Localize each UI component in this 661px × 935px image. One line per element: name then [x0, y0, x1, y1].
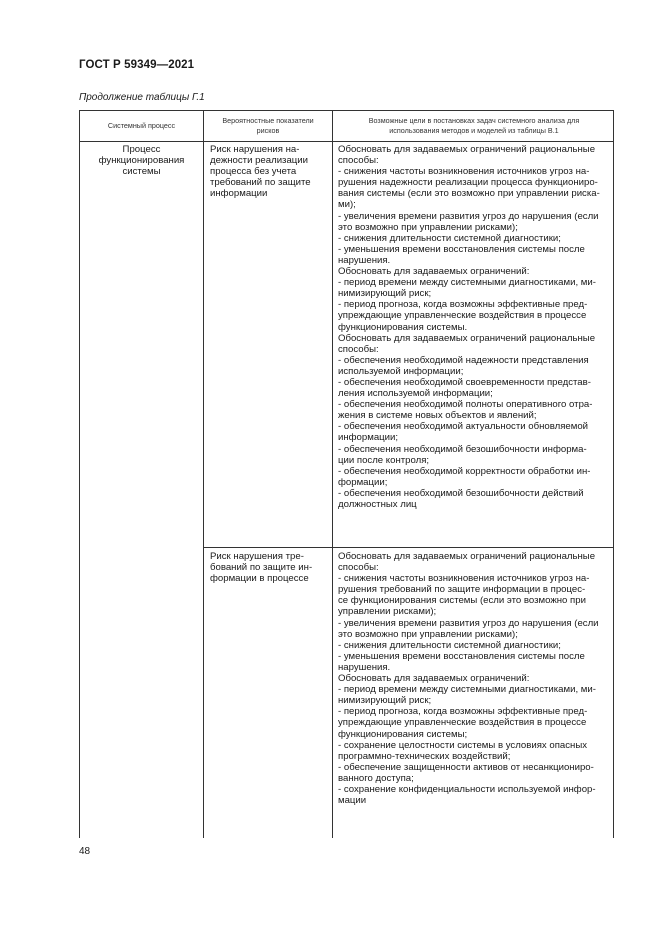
risk-line: требований по защите — [210, 177, 311, 189]
goal-line: способы: — [338, 155, 379, 167]
goal-line: формации; — [338, 476, 388, 488]
goal-line: - увеличения времени развития угроз до нарушения (если — [338, 617, 599, 629]
column-divider-2 — [332, 110, 333, 838]
risk-line: дежности реализации — [210, 155, 309, 167]
goal-line: - обеспечения необходимой надежности представления — [338, 354, 589, 366]
goal-line: - уменьшения времени восстановления системы после — [338, 243, 585, 255]
goal-line: нарушения. — [338, 661, 391, 673]
goal-line: способы: — [338, 562, 379, 574]
goals-cell-1 — [338, 144, 608, 510]
goal-line: - период прогноза, когда возможны эффективные пред- — [338, 706, 588, 718]
goal-line: - период времени между системными диагностиками, ми- — [338, 277, 596, 289]
table-right-border — [613, 110, 614, 838]
goal-line: упреждающие управленческие воздействия в процессе — [338, 717, 587, 729]
goal-line: - снижения частоты возникновения источников угроз на- — [338, 166, 590, 178]
goal-line: жения в системе новых объектов и явлений; — [338, 410, 537, 422]
risk-line: Риск нарушения тре- — [210, 551, 304, 562]
header-risk-indicators — [214, 111, 322, 141]
goal-line: нарушения. — [338, 254, 391, 266]
goal-line: Обосновать для задаваемых ограничений: — [338, 266, 530, 278]
goal-line: - период прогноза, когда возможны эффективные пред- — [338, 299, 588, 311]
goal-line: - снижения длительности системной диагностики; — [338, 639, 561, 651]
risk-cell-2 — [210, 551, 328, 584]
goal-line: программно-технических воздействий; — [338, 750, 511, 762]
goal-line: управлении рисками); — [338, 606, 437, 618]
goal-line: - обеспечения необходимой безошибочности действий — [338, 487, 584, 499]
risk-line: формации в процессе — [210, 573, 309, 585]
goal-line: ления используемой информации; — [338, 388, 493, 400]
table-left-border — [79, 110, 80, 838]
header-bottom-border — [79, 141, 614, 142]
goal-line: упреждающие управленческие воздействия в процессе — [338, 310, 587, 322]
table-caption: Продолжение таблицы Г.1 — [79, 92, 205, 103]
process-line: системы — [122, 166, 161, 178]
goal-line: - обеспечение защищенности активов от несанкциониро- — [338, 761, 594, 773]
goal-line: функционирования системы; — [338, 728, 468, 740]
goal-line: нимизирующий риск; — [338, 695, 432, 707]
process-line: Процесс — [122, 144, 161, 155]
risk-line: процесса без учета — [210, 166, 297, 178]
goal-line: мации — [338, 795, 367, 807]
column-divider-1 — [203, 110, 204, 838]
goal-line: - уменьшения времени восстановления системы после — [338, 650, 585, 662]
goal-line: - обеспечения необходимой своевременности представ- — [338, 376, 591, 388]
goal-line: Обосновать для задаваемых ограничений рациональные — [338, 332, 596, 344]
goal-line: это возможно при управлении рисками); — [338, 628, 518, 640]
risk-line: информации — [210, 188, 268, 200]
page-number: 48 — [79, 846, 91, 857]
goal-line: функционирования системы. — [338, 321, 468, 333]
goal-line: это возможно при управлении рисками); — [338, 221, 518, 233]
goal-line: - обеспечения необходимой актуальности обновляемой — [338, 421, 589, 433]
header-risk-indicators-text: Вероятностные показатели рисков — [222, 116, 314, 135]
risk-cell-1 — [210, 144, 328, 199]
goal-line: ванного доступа; — [338, 772, 414, 784]
goal-line: - обеспечения необходимой безошибочности информа- — [338, 443, 587, 455]
goal-line: ции после контроля; — [338, 454, 430, 466]
goal-line: информации; — [338, 432, 399, 444]
row-separator — [203, 547, 614, 548]
goal-line: Обосновать для задаваемых ограничений: — [338, 673, 530, 685]
header-analysis-goals — [343, 111, 605, 141]
risk-line: Риск нарушения на- — [210, 144, 300, 155]
goal-line: Обосновать для задаваемых ограничений рациональные — [338, 144, 596, 155]
risk-line: бований по защите ин- — [210, 562, 313, 574]
goal-line: должностных лиц — [338, 499, 417, 510]
goal-line: способы: — [338, 343, 379, 355]
goal-line: используемой информации; — [338, 365, 464, 377]
goal-line: нимизирующий риск; — [338, 288, 432, 300]
header-system-process: Системный процесс — [107, 121, 176, 130]
goal-line: - увеличения времени развития угроз до нарушения (если — [338, 210, 599, 222]
standard-title: ГОСТ Р 59349—2021 — [79, 59, 195, 71]
goal-line: - обеспечения необходимой корректности обработки ин- — [338, 465, 591, 477]
goal-line: - период времени между системными диагностиками, ми- — [338, 684, 596, 696]
goal-line: се функционирования системы (если это возможно при — [338, 595, 586, 607]
process-line: функционирования — [98, 155, 185, 167]
process-cell — [80, 144, 203, 177]
goal-line: - сохранение конфиденциальности используемой инфор- — [338, 783, 596, 795]
goal-line: рушения надежности реализации процесса функциониро- — [338, 177, 598, 189]
goal-line: - снижения длительности системной диагностики; — [338, 232, 561, 244]
goals-cell-2 — [338, 551, 608, 806]
goal-line: рушения требований по защите информации в процес- — [338, 584, 586, 596]
goal-line: Обосновать для задаваемых ограничений рациональные — [338, 551, 596, 562]
goal-line: ми); — [338, 199, 356, 211]
goal-line: вания системы (если это возможно при управлении риска- — [338, 188, 600, 200]
goal-line: - сохранение целостности системы в условиях опасных — [338, 739, 588, 751]
goal-line: - обеспечения необходимой полноты оперативного отра- — [338, 399, 593, 411]
header-analysis-goals-text: Возможные цели в постановках задач системного анализа для использования методов и моделей из таблицы В.1 — [368, 116, 580, 135]
goal-line: - снижения частоты возникновения источников угроз на- — [338, 573, 590, 585]
table — [79, 110, 614, 838]
